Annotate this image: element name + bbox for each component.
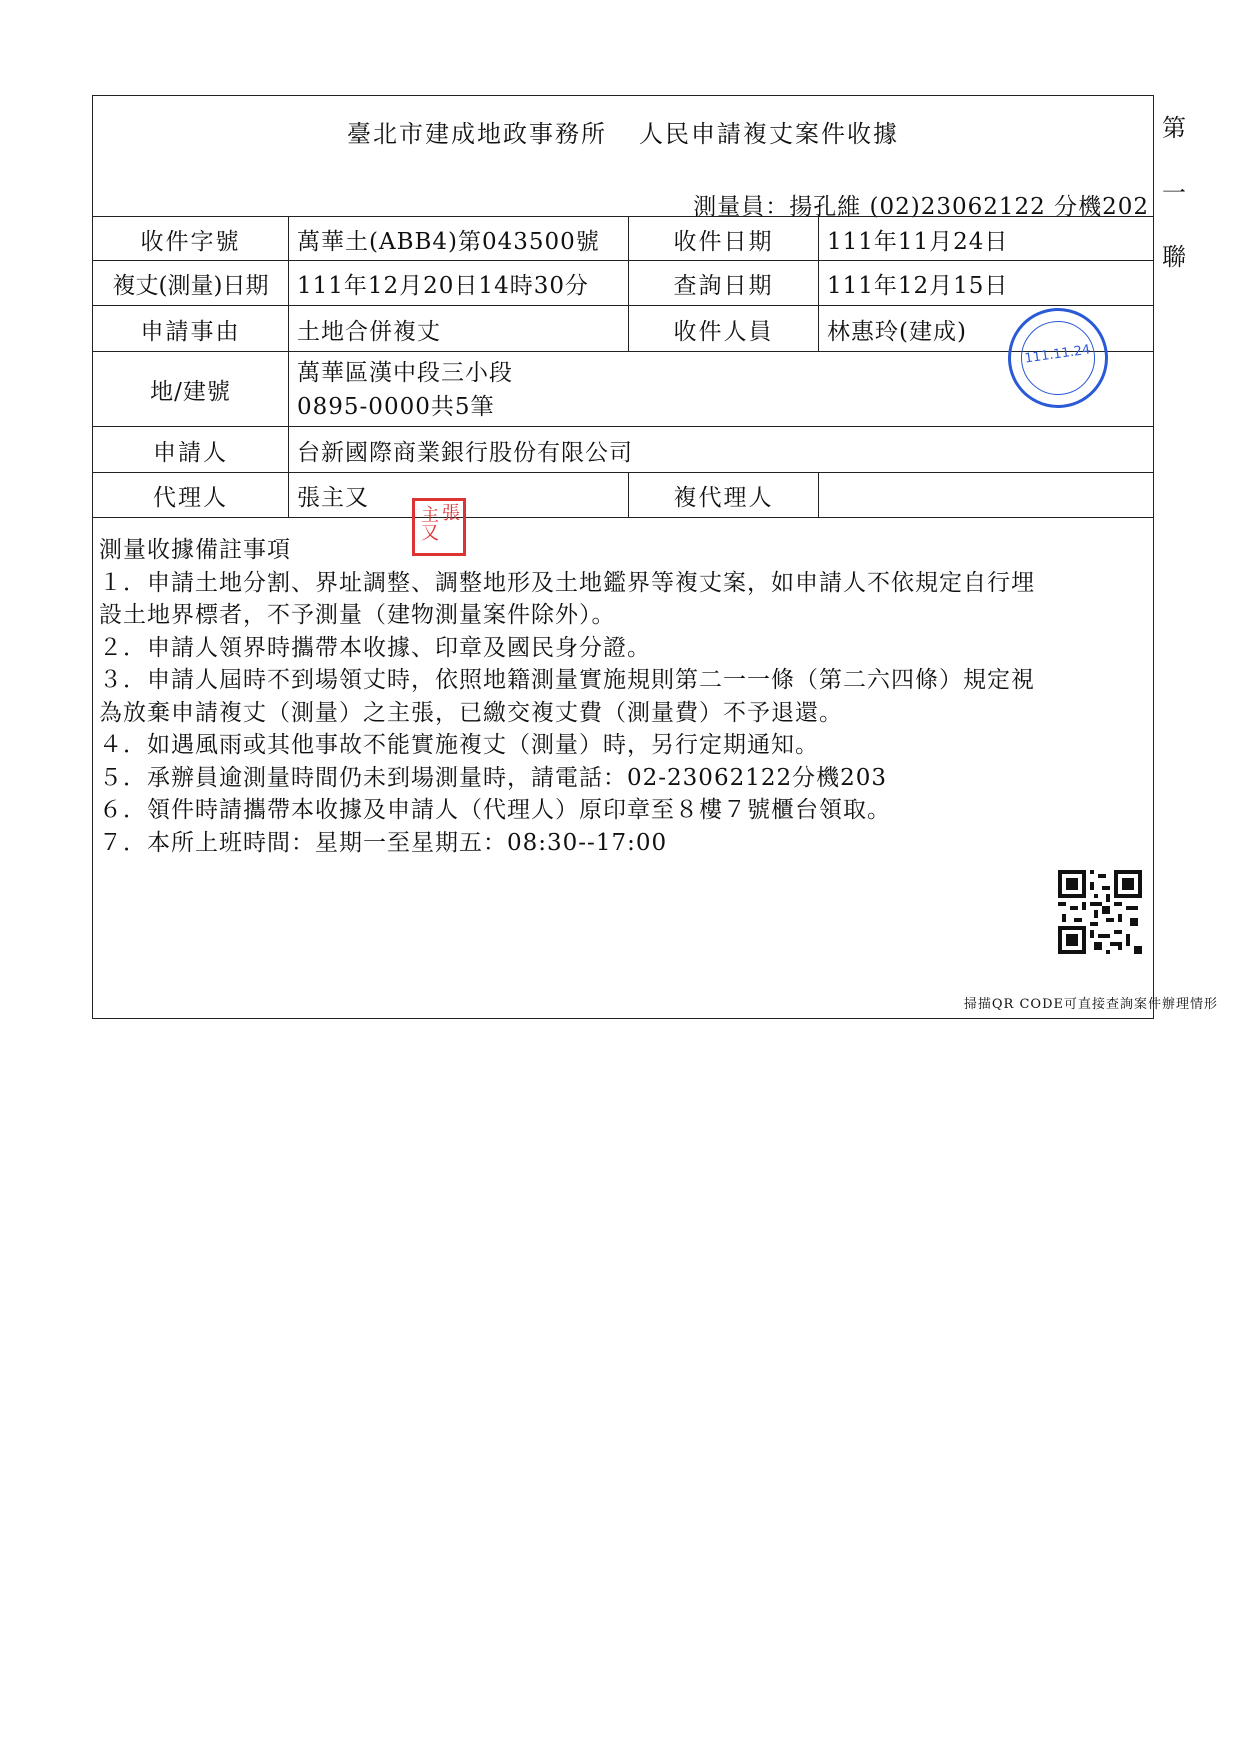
row-reason (93, 305, 1153, 352)
office-name: 臺北市建成地政事務所 (347, 120, 607, 148)
agent-label: 代理人 (93, 473, 289, 517)
note-line: ６．領件時請攜帶本收據及申請人（代理人）原印章至８樓７號櫃台領取。 (99, 797, 891, 823)
row-applicant (93, 426, 1153, 473)
reason-value: 土地合併複丈 (289, 306, 629, 352)
note-line: ７．本所上班時間：星期一至星期五：08:30--17:00 (99, 829, 668, 856)
receipt-form (92, 95, 1154, 1019)
row-agent (93, 472, 1153, 518)
applicant-label: 申請人 (93, 427, 289, 473)
note-line: 為放棄申請複丈（測量）之主張，已繳交複丈費（測量費）不予退還。 (99, 699, 843, 726)
copy-label-1: 第 (1162, 114, 1186, 142)
query-date-label: 查詢日期 (629, 261, 819, 306)
sub-agent-value (819, 473, 1153, 517)
survey-date-label: 複丈(測量)日期 (93, 261, 289, 306)
stamp-date: 111.11.24 (1023, 342, 1092, 367)
reason-label: 申請事由 (93, 306, 289, 352)
qr-code[interactable] (1058, 870, 1142, 954)
row-survey-date (93, 260, 1153, 306)
case-no-label: 收件字號 (93, 217, 289, 261)
note-line: 設土地界標者，不予測量（建物測量案件除外）。 (99, 602, 616, 628)
seal-char-1: 張 (442, 503, 460, 524)
agent-seal (412, 498, 466, 556)
lot-line-1: 萬華區漢中段三小段 (297, 359, 513, 386)
row-lot (93, 351, 1153, 427)
case-no-value: 萬華土(ABB4)第043500號 (289, 217, 629, 261)
clerk-label: 收件人員 (629, 306, 819, 352)
agent-value: 張主又 (289, 473, 629, 517)
note-line: ２．申請人領界時攜帶本收據、印章及國民身分證。 (99, 634, 651, 661)
surveyor-info: 測量員：揚孔維 (02)23062122 分機202 (693, 194, 1149, 220)
form-title (93, 114, 1153, 149)
lot-line-2: 0895-0000共5筆 (297, 393, 495, 420)
lot-label: 地/建號 (93, 352, 289, 427)
qr-caption: 掃描QR CODE可直接查詢案件辦理情形 (963, 997, 1218, 1012)
note-line: １．申請土地分割、界址調整、調整地形及土地鑑界等複丈案，如申請人不依規定自行埋 (99, 569, 1035, 596)
applicant-value: 台新國際商業銀行股份有限公司 (297, 439, 633, 466)
notes-section (99, 534, 1143, 859)
sub-agent-label: 複代理人 (629, 473, 819, 517)
clerk-value: 林惠玲(建成) (827, 318, 967, 345)
row-case-number (93, 216, 1153, 261)
seal-char-2: 主又 (418, 505, 439, 541)
survey-date-value: 111年12月20日14時30分 (289, 261, 629, 306)
query-date-value: 111年12月15日 (827, 273, 1009, 299)
note-line: ３．申請人屆時不到場領丈時，依照地籍測量實施規則第二一一條（第二六四條）規定視 (99, 667, 1035, 693)
receive-date-label: 收件日期 (629, 217, 819, 261)
receive-date-value: 111年11月24日 (827, 228, 1009, 255)
copy-label-3: 聯 (1162, 243, 1186, 271)
note-line: ４．如遇風雨或其他事故不能實施複丈（測量）時，另行定期通知。 (99, 732, 819, 758)
notes-heading: 測量收據備註事項 (99, 537, 291, 563)
note-line: ５．承辦員逾測量時間仍未到場測量時，請電話：02-23062122分機203 (99, 764, 888, 791)
document-name: 人民申請複丈案件收據 (639, 120, 899, 148)
copy-label-2: 一 (1162, 179, 1186, 207)
